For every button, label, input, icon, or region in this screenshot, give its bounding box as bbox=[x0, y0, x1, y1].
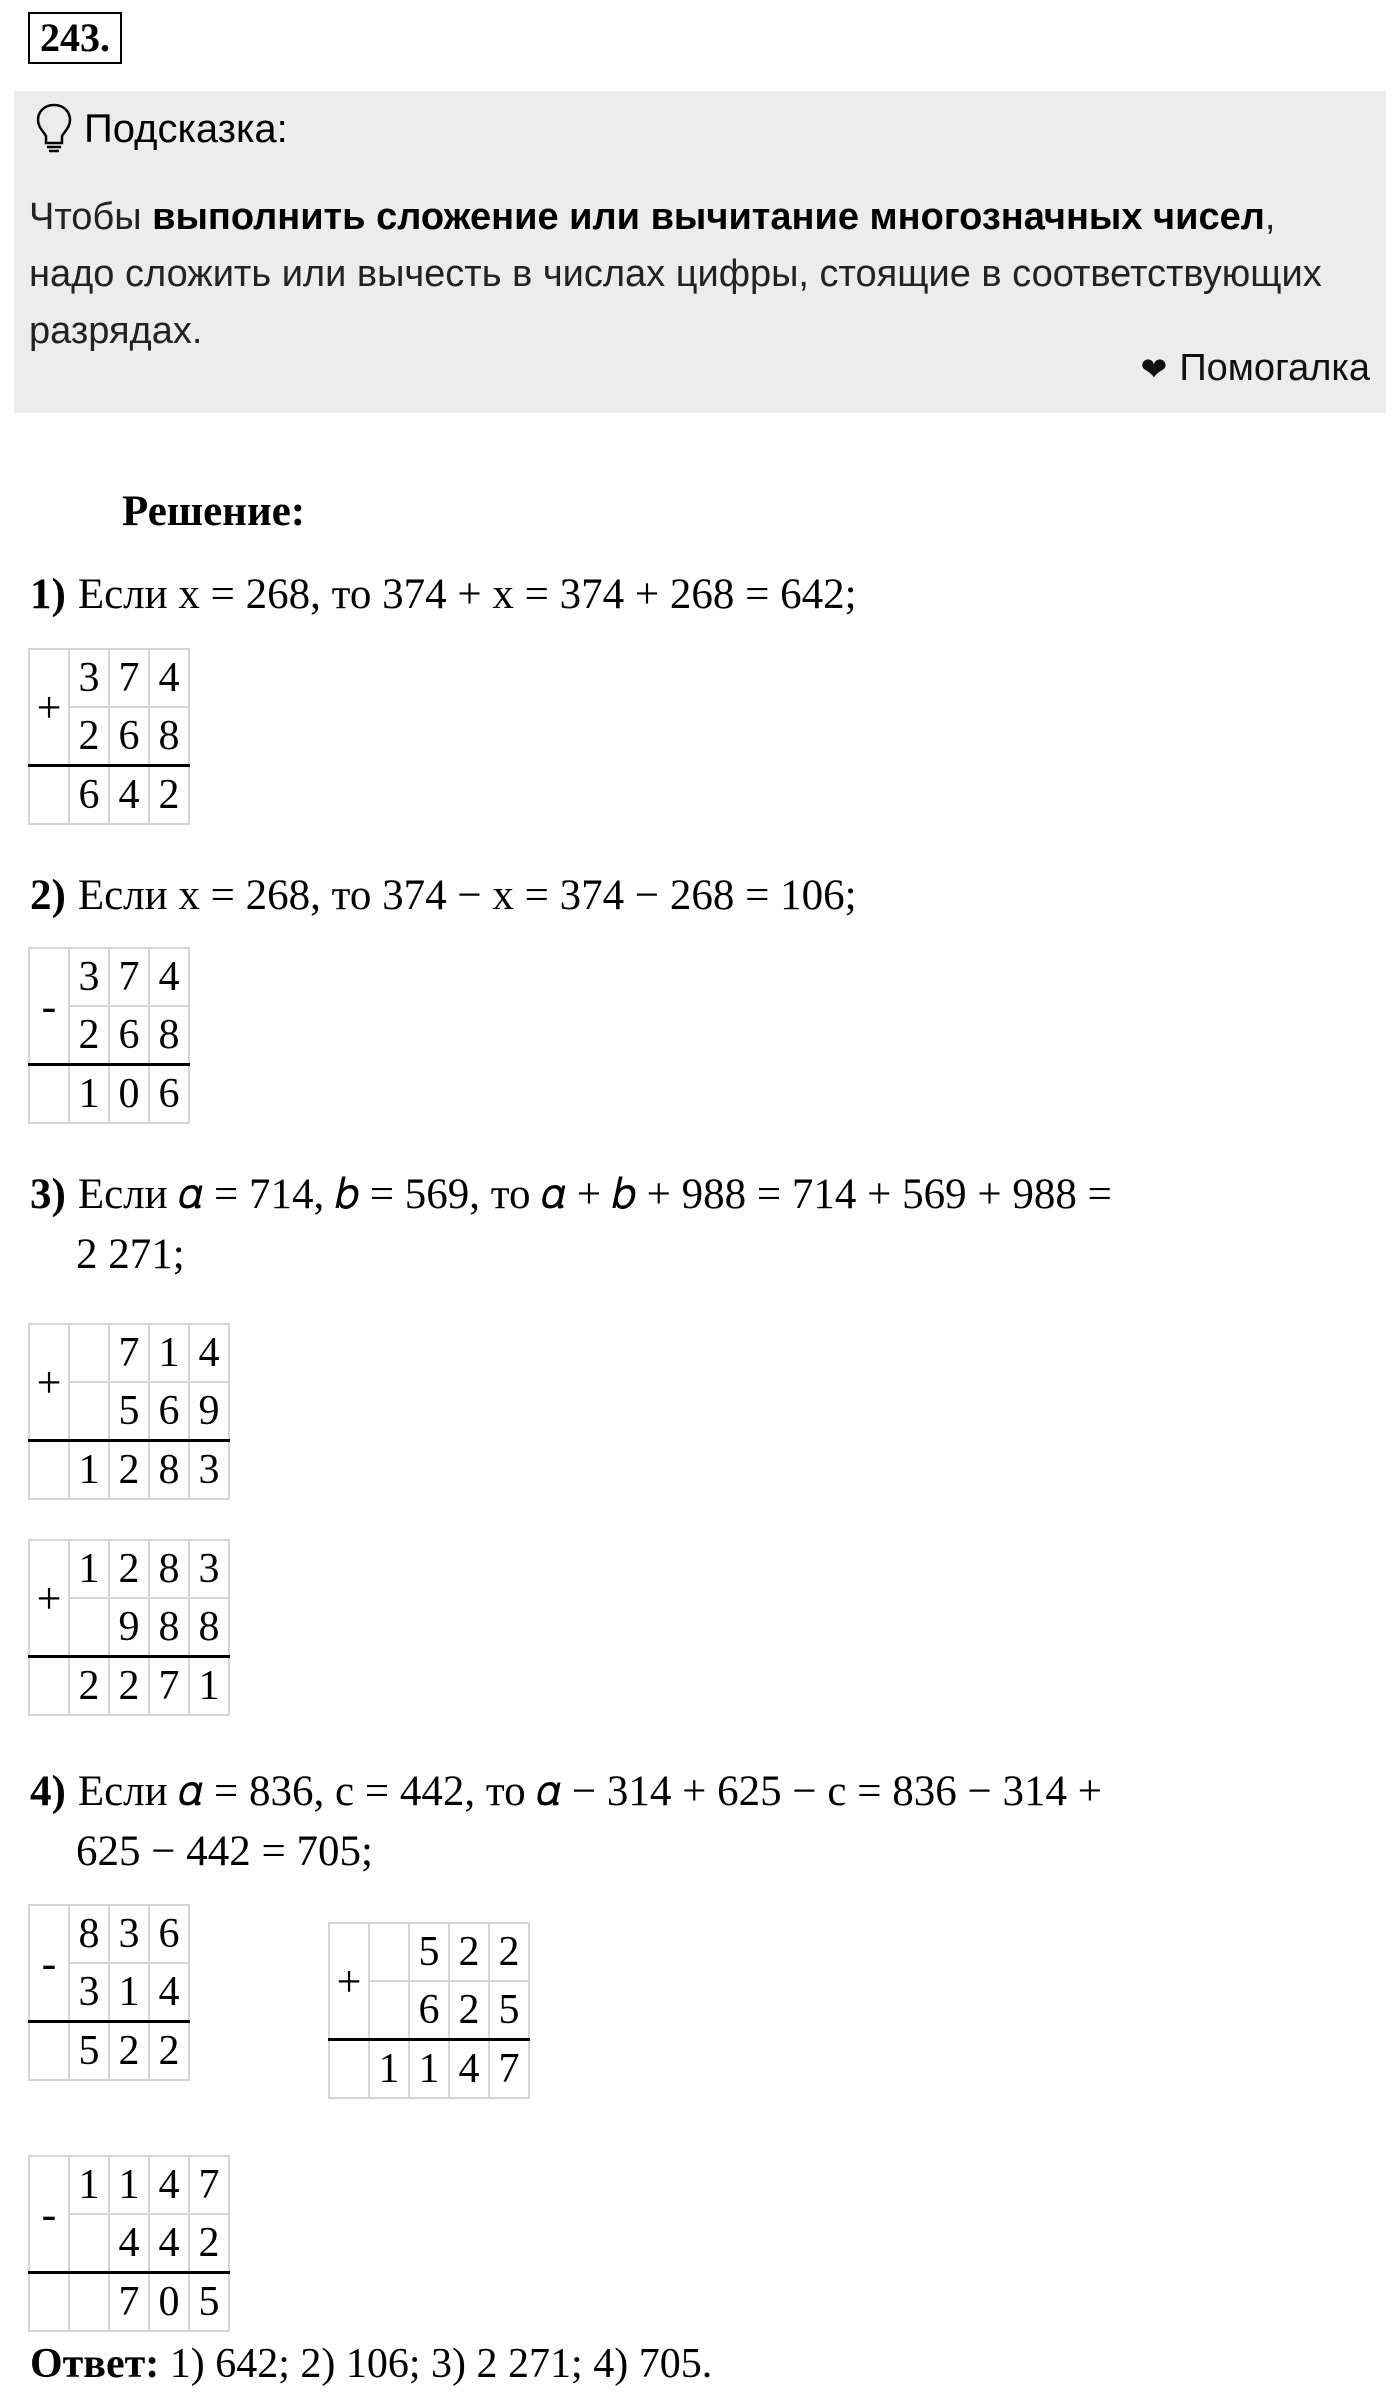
result-digit: 2 bbox=[69, 1657, 109, 1716]
bottom-digit: 4 bbox=[109, 2214, 149, 2273]
empty-cell bbox=[29, 1657, 69, 1716]
top-digit: 2 bbox=[489, 1923, 529, 1981]
empty-cell bbox=[29, 1065, 69, 1124]
top-digit: 3 bbox=[69, 948, 109, 1006]
bottom-digit: 9 bbox=[189, 1382, 229, 1441]
hint-header bbox=[34, 101, 288, 157]
column-calc-5 bbox=[28, 1904, 190, 2081]
bottom-digit bbox=[69, 1598, 109, 1657]
task-1 bbox=[30, 565, 857, 625]
top-digit: 3 bbox=[69, 649, 109, 707]
task-label: 3) bbox=[30, 1171, 66, 1218]
column-calc-1 bbox=[28, 648, 190, 825]
top-digit: 1 bbox=[69, 1540, 109, 1598]
operator-sign: + bbox=[29, 1540, 69, 1657]
bottom-digit: 8 bbox=[189, 1598, 229, 1657]
task-line: Если x = 268, то 374 + x = 374 + 268 = 642; bbox=[77, 571, 857, 618]
task-label: 4) bbox=[30, 1768, 66, 1815]
result-digit: 4 bbox=[449, 2040, 489, 2099]
operator-sign: + bbox=[329, 1923, 369, 2040]
task-label: 1) bbox=[30, 571, 66, 618]
task-line-2: 2 271; bbox=[76, 1231, 185, 1278]
bottom-digit: 3 bbox=[69, 1963, 109, 2022]
credit[interactable] bbox=[1141, 347, 1370, 390]
task-line: Если x = 268, то 374 − x = 374 − 268 = 106; bbox=[77, 872, 857, 919]
bottom-digit: 8 bbox=[149, 1598, 189, 1657]
top-digit: 6 bbox=[149, 1905, 189, 1963]
top-digit: 7 bbox=[189, 2156, 229, 2214]
answer-label: Ответ: bbox=[30, 2341, 160, 2387]
top-digit bbox=[69, 1324, 109, 1382]
operator-sign: - bbox=[29, 1905, 69, 2022]
hint-box bbox=[14, 91, 1386, 413]
result-digit bbox=[69, 2273, 109, 2332]
column-calc-3 bbox=[28, 1323, 230, 1500]
result-digit: 1 bbox=[69, 1441, 109, 1500]
hint-text-bold: выполнить сложение или вычитание многозначных чисел bbox=[152, 196, 1265, 238]
result-digit: 6 bbox=[149, 1065, 189, 1124]
result-digit: 4 bbox=[109, 766, 149, 825]
operator-sign: + bbox=[29, 1324, 69, 1441]
bottom-digit: 6 bbox=[149, 1382, 189, 1441]
task-2 bbox=[30, 866, 857, 926]
bottom-digit: 1 bbox=[109, 1963, 149, 2022]
result-digit: 3 bbox=[189, 1441, 229, 1500]
bottom-digit: 2 bbox=[69, 707, 109, 766]
task-line: Если 𝛼 = 836, c = 442, то 𝛼 − 314 + 625 − c = 836 − 314 + bbox=[77, 1768, 1103, 1815]
column-calc-2 bbox=[28, 947, 190, 1124]
column-calc-4 bbox=[28, 1539, 230, 1716]
hint-text bbox=[29, 189, 1359, 360]
bottom-digit: 8 bbox=[149, 707, 189, 766]
top-digit: 3 bbox=[109, 1905, 149, 1963]
problem-number: 243. bbox=[28, 12, 122, 64]
lightbulb-icon bbox=[34, 101, 74, 157]
task-line: Если 𝛼 = 714, 𝑏 = 569, то 𝛼 + 𝑏 + 988 = 714 + 569 + 988 = bbox=[77, 1171, 1112, 1218]
top-digit: 4 bbox=[149, 2156, 189, 2214]
bottom-digit: 5 bbox=[109, 1382, 149, 1441]
bottom-digit: 4 bbox=[149, 2214, 189, 2273]
result-digit: 1 bbox=[409, 2040, 449, 2099]
result-digit: 1 bbox=[369, 2040, 409, 2099]
result-digit: 2 bbox=[109, 2022, 149, 2081]
top-digit: 2 bbox=[109, 1540, 149, 1598]
hint-title: Подсказка: bbox=[84, 106, 288, 151]
solution-title: Решение: bbox=[122, 488, 306, 535]
bottom-digit: 2 bbox=[449, 1981, 489, 2040]
top-digit: 8 bbox=[69, 1905, 109, 1963]
result-digit: 1 bbox=[189, 1657, 229, 1716]
credit-label: Помогалка bbox=[1179, 347, 1370, 389]
top-digit: 3 bbox=[189, 1540, 229, 1598]
top-digit: 7 bbox=[109, 649, 149, 707]
bottom-digit: 6 bbox=[109, 1006, 149, 1065]
operator-sign: + bbox=[29, 649, 69, 766]
bottom-digit: 8 bbox=[149, 1006, 189, 1065]
result-digit: 2 bbox=[109, 1657, 149, 1716]
task-label: 2) bbox=[30, 872, 66, 919]
empty-cell bbox=[29, 2273, 69, 2332]
bottom-digit: 5 bbox=[489, 1981, 529, 2040]
column-calc-7 bbox=[28, 2155, 230, 2332]
top-digit: 1 bbox=[109, 2156, 149, 2214]
empty-cell bbox=[329, 2040, 369, 2099]
task-line-2: 625 − 442 = 705; bbox=[76, 1828, 373, 1875]
bottom-digit bbox=[69, 2214, 109, 2273]
operator-sign: - bbox=[29, 2156, 69, 2273]
result-digit: 5 bbox=[189, 2273, 229, 2332]
bottom-digit: 4 bbox=[149, 1963, 189, 2022]
bottom-digit: 9 bbox=[109, 1598, 149, 1657]
hint-text-after: , надо сложить или вычесть в числах цифры, стоящие в соответствующих разрядах. bbox=[29, 196, 1322, 352]
bottom-digit: 6 bbox=[109, 707, 149, 766]
empty-cell bbox=[29, 1441, 69, 1500]
top-digit bbox=[369, 1923, 409, 1981]
task-3 bbox=[30, 1165, 1112, 1285]
top-digit: 8 bbox=[149, 1540, 189, 1598]
result-digit: 2 bbox=[109, 1441, 149, 1500]
empty-cell bbox=[29, 2022, 69, 2081]
top-digit: 7 bbox=[109, 948, 149, 1006]
result-digit: 2 bbox=[149, 2022, 189, 2081]
bottom-digit bbox=[369, 1981, 409, 2040]
result-digit: 2 bbox=[149, 766, 189, 825]
bottom-digit: 2 bbox=[69, 1006, 109, 1065]
column-calc-6 bbox=[328, 1922, 530, 2099]
top-digit: 7 bbox=[109, 1324, 149, 1382]
hint-text-before: Чтобы bbox=[29, 196, 153, 238]
result-digit: 7 bbox=[489, 2040, 529, 2099]
bottom-digit bbox=[69, 1382, 109, 1441]
top-digit: 4 bbox=[189, 1324, 229, 1382]
result-digit: 8 bbox=[149, 1441, 189, 1500]
result-digit: 0 bbox=[109, 1065, 149, 1124]
answer-text: 1) 642; 2) 106; 3) 2 271; 4) 705. bbox=[169, 2341, 713, 2387]
result-digit: 7 bbox=[109, 2273, 149, 2332]
result-digit: 5 bbox=[69, 2022, 109, 2081]
top-digit: 4 bbox=[149, 649, 189, 707]
answer bbox=[30, 2340, 712, 2388]
result-digit: 6 bbox=[69, 766, 109, 825]
top-digit: 1 bbox=[149, 1324, 189, 1382]
result-digit: 0 bbox=[149, 2273, 189, 2332]
operator-sign: - bbox=[29, 948, 69, 1065]
empty-cell bbox=[29, 766, 69, 825]
bottom-digit: 2 bbox=[189, 2214, 229, 2273]
result-digit: 1 bbox=[69, 1065, 109, 1124]
top-digit: 2 bbox=[449, 1923, 489, 1981]
top-digit: 1 bbox=[69, 2156, 109, 2214]
result-digit: 7 bbox=[149, 1657, 189, 1716]
heart-icon: ❤ bbox=[1140, 350, 1168, 387]
top-digit: 4 bbox=[149, 948, 189, 1006]
bottom-digit: 6 bbox=[409, 1981, 449, 2040]
task-4 bbox=[30, 1762, 1102, 1882]
top-digit: 5 bbox=[409, 1923, 449, 1981]
